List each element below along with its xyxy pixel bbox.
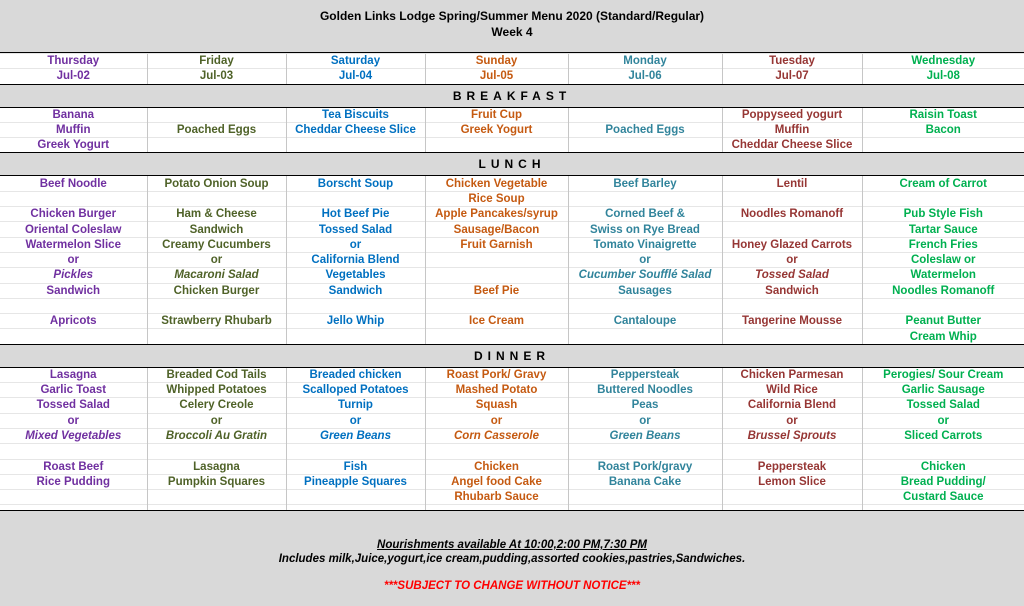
- menu-item: [425, 444, 568, 459]
- menu-item: Hot Beef Pie: [286, 207, 425, 222]
- menu-item: Sandwich: [147, 222, 286, 237]
- menu-row: [0, 298, 1024, 313]
- menu-item: [568, 191, 722, 206]
- menu-item: California Blend: [722, 398, 862, 413]
- menu-row: [0, 474, 1024, 489]
- menu-item: or: [286, 237, 425, 252]
- menu-item: Buttered Noodles: [568, 383, 722, 398]
- section-header: LUNCH: [0, 153, 1024, 176]
- menu-item: Tossed Salad: [862, 398, 1024, 413]
- menu-item: Custard Sauce: [862, 490, 1024, 505]
- menu-row: [0, 237, 1024, 252]
- footer: [0, 510, 1024, 606]
- menu-item: [147, 329, 286, 344]
- menu-item: [0, 444, 147, 459]
- day-date: Jul-03: [147, 69, 286, 84]
- menu-item: Tossed Salad: [286, 222, 425, 237]
- day-name: Wednesday: [862, 54, 1024, 69]
- menu-item: Chicken Parmesan: [722, 367, 862, 382]
- menu-row: [0, 459, 1024, 474]
- page-title: Golden Links Lodge Spring/Summer Menu 2020 (Standard/Regular): [319, 9, 705, 23]
- menu-item: Watermelon: [862, 268, 1024, 283]
- menu-item: Poached Eggs: [568, 122, 722, 137]
- menu-item: Corn Casserole: [425, 428, 568, 443]
- menu-item: Cucumber Soufflé Salad: [568, 268, 722, 283]
- menu-item: Rice Soup: [425, 191, 568, 206]
- menu-item: Chicken Burger: [0, 207, 147, 222]
- menu-item: Peppersteak: [568, 367, 722, 382]
- menu-item: Noodles Romanoff: [722, 207, 862, 222]
- menu-item: Beef Noodle: [0, 176, 147, 191]
- menu-item: [425, 252, 568, 267]
- menu-item: Apple Pancakes/syrup: [425, 207, 568, 222]
- menu-item: Tossed Salad: [722, 268, 862, 283]
- menu-item: [425, 268, 568, 283]
- menu-item: or: [722, 252, 862, 267]
- menu-item: [286, 138, 425, 153]
- menu-item: Cream Whip: [862, 329, 1024, 344]
- menu-row: [0, 314, 1024, 329]
- menu-item: [862, 298, 1024, 313]
- menu-item: Chicken Vegetable: [425, 176, 568, 191]
- menu-row: [0, 398, 1024, 413]
- menu-item: Peanut Butter: [862, 314, 1024, 329]
- menu-item: or: [425, 413, 568, 428]
- menu-item: [425, 138, 568, 153]
- menu-item: or: [147, 413, 286, 428]
- day-name: Friday: [147, 54, 286, 69]
- menu-item: Garlic Sausage: [862, 383, 1024, 398]
- menu-item: Green Beans: [568, 428, 722, 443]
- menu-item: Pumpkin Squares: [147, 474, 286, 489]
- menu-item: Peppersteak: [722, 459, 862, 474]
- menu-row: [0, 413, 1024, 428]
- section-header-row: [0, 153, 1024, 176]
- menu-item: Fish: [286, 459, 425, 474]
- includes-note: Includes milk,Juice,yogurt,ice cream,pudding,assorted cookies,pastries,Sandwiches.: [278, 553, 746, 565]
- menu-item: Apricots: [0, 314, 147, 329]
- menu-item: Banana: [0, 107, 147, 122]
- menu-item: [147, 298, 286, 313]
- menu-item: Sandwich: [286, 283, 425, 298]
- menu-item: [286, 490, 425, 505]
- section-header-row: [0, 84, 1024, 107]
- menu-item: Noodles Romanoff: [862, 283, 1024, 298]
- menu-item: Mashed Potato: [425, 383, 568, 398]
- menu-item: California Blend: [286, 252, 425, 267]
- menu-item: Honey Glazed Carrots: [722, 237, 862, 252]
- menu-item: Pub Style Fish: [862, 207, 1024, 222]
- menu-item: or: [568, 252, 722, 267]
- menu-item: Bread Pudding/: [862, 474, 1024, 489]
- menu-item: Tea Biscuits: [286, 107, 425, 122]
- menu-row: [0, 252, 1024, 267]
- menu-item: Perogies/ Sour Cream: [862, 367, 1024, 382]
- menu-item: [722, 329, 862, 344]
- menu-item: Beef Pie: [425, 283, 568, 298]
- menu-item: Oriental Coleslaw: [0, 222, 147, 237]
- menu-item: Sausages: [568, 283, 722, 298]
- menu-item: Corned Beef &: [568, 207, 722, 222]
- menu-item: Turnip: [286, 398, 425, 413]
- menu-item: Beef Barley: [568, 176, 722, 191]
- menu-item: Potato Onion Soup: [147, 176, 286, 191]
- menu-item: [147, 107, 286, 122]
- menu-item: Poached Eggs: [147, 122, 286, 137]
- menu-item: [568, 298, 722, 313]
- menu-item: Creamy Cucumbers: [147, 237, 286, 252]
- menu-item: Chicken: [425, 459, 568, 474]
- day-name: Sunday: [425, 54, 568, 69]
- menu-item: Cream of Carrot: [862, 176, 1024, 191]
- menu-item: Chicken: [862, 459, 1024, 474]
- menu-item: Roast Pork/ Gravy: [425, 367, 568, 382]
- menu-item: Tomato Vinaigrette: [568, 237, 722, 252]
- menu-item: Sandwich: [722, 283, 862, 298]
- menu-row: [0, 107, 1024, 122]
- menu-item: Breaded Cod Tails: [147, 367, 286, 382]
- menu-item: [147, 191, 286, 206]
- menu-item: Cantaloupe: [568, 314, 722, 329]
- menu-item: Tossed Salad: [0, 398, 147, 413]
- menu-item: Greek Yogurt: [425, 122, 568, 137]
- menu-item: Cheddar Cheese Slice: [722, 138, 862, 153]
- menu-item: Mixed Vegetables: [0, 428, 147, 443]
- day-date-row: [0, 69, 1024, 84]
- menu-item: Poppyseed yogurt: [722, 107, 862, 122]
- day-name: Monday: [568, 54, 722, 69]
- menu-row: [0, 222, 1024, 237]
- menu-row: [0, 367, 1024, 382]
- menu-item: Tartar Sauce: [862, 222, 1024, 237]
- menu-item: Strawberry Rhubarb: [147, 314, 286, 329]
- menu-item: [568, 490, 722, 505]
- menu-item: [0, 490, 147, 505]
- menu-item: or: [722, 413, 862, 428]
- menu-item: Cheddar Cheese Slice: [286, 122, 425, 137]
- section-header: DINNER: [0, 344, 1024, 367]
- menu-item: Breaded chicken: [286, 367, 425, 382]
- menu-item: [286, 329, 425, 344]
- menu-item: Lemon Slice: [722, 474, 862, 489]
- menu-item: Coleslaw or: [862, 252, 1024, 267]
- menu-item: Brussel Sprouts: [722, 428, 862, 443]
- menu-item: [568, 107, 722, 122]
- menu-item: or: [286, 413, 425, 428]
- menu-item: or: [0, 252, 147, 267]
- menu-item: Sliced Carrots: [862, 428, 1024, 443]
- menu-item: Ham & Cheese: [147, 207, 286, 222]
- menu-item: Roast Pork/gravy: [568, 459, 722, 474]
- menu-item: Rhubarb Sauce: [425, 490, 568, 505]
- day-name: Tuesday: [722, 54, 862, 69]
- menu-item: [722, 298, 862, 313]
- menu-row: [0, 444, 1024, 459]
- menu-item: Whipped Potatoes: [147, 383, 286, 398]
- menu-item: French Fries: [862, 237, 1024, 252]
- day-date: Jul-04: [286, 69, 425, 84]
- menu-row: [0, 122, 1024, 137]
- menu-item: Green Beans: [286, 428, 425, 443]
- menu-row: [0, 283, 1024, 298]
- menu-row: [0, 268, 1024, 283]
- menu-item: Banana Cake: [568, 474, 722, 489]
- menu-item: [862, 444, 1024, 459]
- menu-item: [147, 444, 286, 459]
- menu-item: Muffin: [0, 122, 147, 137]
- menu-item: or: [147, 252, 286, 267]
- menu-item: Fruit Cup: [425, 107, 568, 122]
- menu-item: [862, 138, 1024, 153]
- menu-row: [0, 383, 1024, 398]
- menu-item: Lentil: [722, 176, 862, 191]
- day-name: Saturday: [286, 54, 425, 69]
- menu-item: Jello Whip: [286, 314, 425, 329]
- menu-item: [0, 191, 147, 206]
- menu-item: Pickles: [0, 268, 147, 283]
- menu-row: [0, 138, 1024, 153]
- menu-row: [0, 207, 1024, 222]
- menu-item: Wild Rice: [722, 383, 862, 398]
- menu-item: or: [862, 413, 1024, 428]
- title-block: [0, 0, 1024, 53]
- day-date: Jul-07: [722, 69, 862, 84]
- menu-item: Sausage/Bacon: [425, 222, 568, 237]
- day-name-row: [0, 54, 1024, 69]
- menu-item: [568, 138, 722, 153]
- change-notice: ***SUBJECT TO CHANGE WITHOUT NOTICE***: [383, 580, 640, 592]
- menu-item: Scalloped Potatoes: [286, 383, 425, 398]
- section-header: BREAKFAST: [0, 84, 1024, 107]
- menu-item: Roast Beef: [0, 459, 147, 474]
- menu-item: Rice Pudding: [0, 474, 147, 489]
- menu-item: [722, 191, 862, 206]
- day-date: Jul-08: [862, 69, 1024, 84]
- menu-item: Sandwich: [0, 283, 147, 298]
- menu-item: Pineapple Squares: [286, 474, 425, 489]
- menu-item: [722, 490, 862, 505]
- menu-item: Chicken Burger: [147, 283, 286, 298]
- menu-item: Angel food Cake: [425, 474, 568, 489]
- menu-item: Vegetables: [286, 268, 425, 283]
- menu-item: or: [568, 413, 722, 428]
- menu-item: [286, 444, 425, 459]
- menu-item: Ice Cream: [425, 314, 568, 329]
- menu-row: [0, 176, 1024, 191]
- menu-item: [722, 222, 862, 237]
- menu-item: Raisin Toast: [862, 107, 1024, 122]
- menu-item: Garlic Toast: [0, 383, 147, 398]
- menu-item: or: [0, 413, 147, 428]
- menu-item: Swiss on Rye Bread: [568, 222, 722, 237]
- menu-item: [568, 444, 722, 459]
- menu-item: Peas: [568, 398, 722, 413]
- menu-item: [286, 191, 425, 206]
- week-label: Week 4: [491, 25, 533, 39]
- day-date: Jul-02: [0, 69, 147, 84]
- menu-item: Broccoli Au Gratin: [147, 428, 286, 443]
- menu-item: Tangerine Mousse: [722, 314, 862, 329]
- menu-item: Bacon: [862, 122, 1024, 137]
- menu-table: [0, 53, 1024, 521]
- menu-item: Fruit Garnish: [425, 237, 568, 252]
- menu-row: [0, 329, 1024, 344]
- day-name: Thursday: [0, 54, 147, 69]
- menu-item: [425, 329, 568, 344]
- menu-item: [286, 298, 425, 313]
- menu-item: [425, 298, 568, 313]
- menu-item: Greek Yogurt: [0, 138, 147, 153]
- menu-item: Lasagna: [147, 459, 286, 474]
- menu-item: [568, 329, 722, 344]
- menu-item: Macaroni Salad: [147, 268, 286, 283]
- menu-item: Lasagna: [0, 367, 147, 382]
- menu-item: Borscht Soup: [286, 176, 425, 191]
- menu-row: [0, 191, 1024, 206]
- menu-item: [147, 490, 286, 505]
- menu-item: [0, 298, 147, 313]
- menu-item: Squash: [425, 398, 568, 413]
- menu-item: [722, 444, 862, 459]
- menu-item: [862, 191, 1024, 206]
- menu-item: [147, 138, 286, 153]
- section-header-row: [0, 344, 1024, 367]
- menu-item: Celery Creole: [147, 398, 286, 413]
- menu-item: [0, 329, 147, 344]
- day-date: Jul-05: [425, 69, 568, 84]
- menu-item: Muffin: [722, 122, 862, 137]
- menu-row: [0, 490, 1024, 505]
- day-date: Jul-06: [568, 69, 722, 84]
- menu-row: [0, 428, 1024, 443]
- menu-item: Watermelon Slice: [0, 237, 147, 252]
- nourishments-note: Nourishments available At 10:00,2:00 PM,7:30 PM: [377, 539, 647, 551]
